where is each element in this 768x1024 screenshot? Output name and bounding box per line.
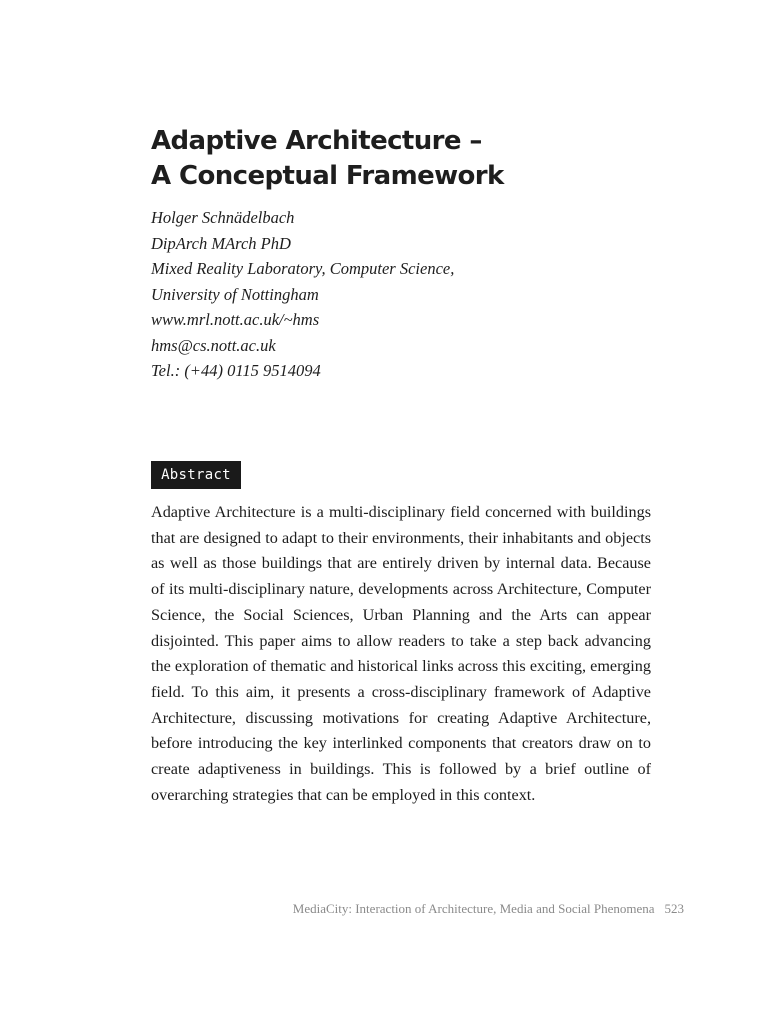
author-degrees: DipArch MArch PhD: [151, 233, 291, 253]
abstract-heading: Abstract: [151, 461, 241, 489]
page-footer: [240, 899, 684, 919]
author-affiliation-line-1: Mixed Reality Laboratory, Computer Science,: [151, 259, 455, 278]
author-phone: Tel.: (+44) 0115 9514094: [151, 361, 321, 380]
author-website: www.mrl.nott.ac.uk/~hms: [151, 310, 320, 329]
title-line-1: Adaptive Architecture –: [151, 126, 482, 156]
abstract-text: Adaptive Architecture is a multi-disciplinary field concerned with buildings that are designed to adapt to their environments, their inhabitants and objects as well as those buildings that are entirely driven by internal data. Because of its multi-disciplinary nature, developments across Architecture, Computer Science, the Social Sciences, Urban Planning and the Arts can appear disjointed. This paper aims to allow readers to take a step back advancing the exploration of thematic and historical links across this exciting, emerging field. To this aim, it presents a cross-disciplinary framework of Adaptive Architecture, discussing motivations for creating Adaptive Architecture, before introducing the key interlinked components that creators draw on to create adaptiveness in buildings. This is followed by a brief outline of overarching strategies that can be employed in this context.: [151, 503, 651, 804]
author-name: Holger Schnädelbach: [151, 208, 295, 227]
paper-title: [151, 124, 631, 194]
title-line-2: A Conceptual Framework: [151, 161, 504, 191]
author-email: hms@cs.nott.ac.uk: [151, 335, 276, 355]
running-title: MediaCity: Interaction of Architecture, Media and Social Phenomena: [292, 901, 655, 916]
author-info: [151, 205, 631, 384]
author-affiliation-line-2: University of Nottingham: [151, 284, 319, 304]
page-number: 523: [664, 901, 684, 916]
